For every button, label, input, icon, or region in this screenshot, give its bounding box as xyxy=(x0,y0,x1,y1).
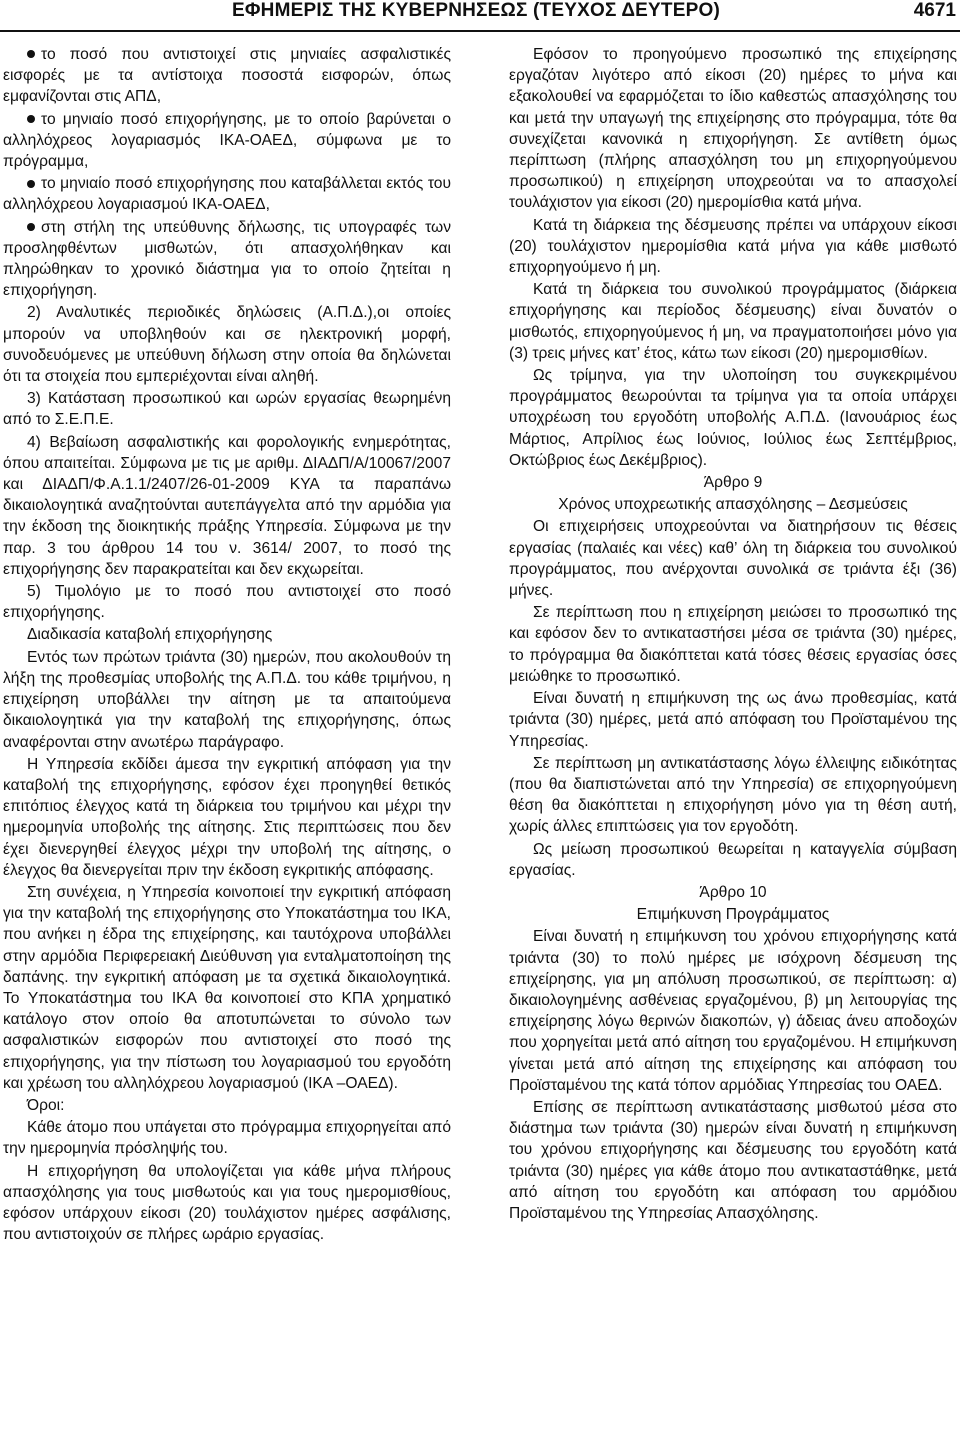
article-9-paragraph: Ως μείωση προσωπικού θεωρείται η καταγγελία σύμβαση εργασίας. xyxy=(509,840,957,879)
bullet-dot-icon xyxy=(27,223,35,231)
paragraph-insurance-certificate: 4) Βεβαίωση ασφαλιστικής και φορολογικής ενημερότητας, όπου απαιτείται. Σύμφωνα με τις με αριθμ. ΔΙΑΔΠ/Α/10067/2007 και ΔΙΑΔΠ/Φ.Α.1.1/2407/26-01-2009 ΚΥΑ τα παραπάνω δικαιολογητικά αναζητούνται αυτεπάγγελτα από την αρμόδια για την έκδοση της διοικητικής πράξης Υπηρεσία. Σύμφωνα με την παρ. 3 του άρθρου 14 του ν. 3614/ 2007, το ποσό της επιχορήγησης δεν παρακρατείται και δεν εκχωρείται. xyxy=(3,433,451,578)
article-9-paragraph: Σε περίπτωση μη αντικατάστασης λόγω έλλειψης ειδικότητας (που θα διαπιστώνεται από την Υπηρεσία) σε επιχορηγούμενη θέση θα διακόπτεται η επιχορήγηση μόνο για τη θέση αυτή, χωρίς άλλες επιπτώσεις για τον εργοδότη. xyxy=(509,754,957,836)
article-9-paragraph: Είναι δυνατή η επιμήκυνση της ως άνω προθεσμίας, κατά τριάντα (30) ημέρες, μετά από απόφαση του Προϊσταμένου της Υπηρεσίας. xyxy=(509,690,957,750)
right-column xyxy=(509,44,957,1225)
bullet-dot-icon xyxy=(27,50,35,58)
section-heading-payment: Διαδικασία καταβολή επιχορήγησης xyxy=(27,626,273,644)
paragraph-program-duration: Κατά τη διάρκεια του συνολικού προγράμματος (διάρκεια επιχορήγησης και περίοδος δέσμευσης) είναι δυνατόν ο μισθωτός, επιχορηγούμενος ή μη, να πραγματοποιήσει μόνο για (3) τρεις μήνες κατ’ έτος, κάτω των είκοσι (20) ημερομισθίων. xyxy=(509,281,957,362)
paragraph-previous-staff: Εφόσον το προηγούμενο προσωπικό της επιχείρησης εργαζόταν λιγότερο από είκοσι (20) ημέρες το μήνα και εξακολουθεί να εφαρμόζεται το ίδιο καθεστώς απασχόλησης του και μετά την υπαγωγή της επιχείρησης στο πρόγραμμα, τότε θα συνεχίζεται κανονικά η επιχορήγηση. Σε αντίθετη όμως περίπτωση (πλήρης απασχόληση του μη επιχορηγούμενου προσωπικού) η επιχείρηση υποχρεούται να το απασχολεί τουλάχιστον για είκοσι (20) ημερομίσθια κατά μήνα. xyxy=(509,46,957,212)
bullet-item: το μηνιαίο ποσό επιχορήγησης που καταβάλλεται εκτός του αλληλόχρεου λογαριασμού ΙΚΑ-ΟΑΕΔ, xyxy=(3,175,451,214)
paragraph-terms-subsidy-start: Κάθε άτομο που υπάγεται στο πρόγραμμα επιχορηγείται από την ημερομηνία πρόσληψής του. xyxy=(3,1119,451,1158)
bullet-item: το μηνιαίο ποσό επιχορήγησης, με το οποίο βαρύνεται ο αλληλόχρεος λογαριασμός ΙΚΑ-ΟΑΕΔ, σύμφωνα με το πρόγραμμα, xyxy=(3,110,451,171)
article-10-paragraph: Επίσης σε περίπτωση αντικατάστασης μισθωτού μέσα στο διάστημα των τριάντα (30) ημερών είναι δυνατή η επιμήκυνση του χρόνου επιχορήγησης και δέσμευσης του εργοδότη κατά τριάντα (30) ημέρες για κάθε άτομο που αντικαταστάθηκε, μετά από αίτηση του εργοδότη και απόφαση του αρμόδιου Προϊσταμένου της Υπηρεσίας Απασχόλησης. xyxy=(509,1098,957,1222)
article-10-title: Άρθρο 10 xyxy=(699,883,767,901)
bullet-dot-icon xyxy=(27,180,35,188)
paragraph-quarters: Ως τρίμηνα, για την υλοποίηση του συγκεκριμένου προγράμματος θεωρούνται τα τρίμηνα για τα οποία υπάρχει υποχρέωση του εργοδότη υποβολής Α.Π.Δ. (Ιανουάριος έως Μάρτιος, Απρίλιος έως Ιούνιος, Ιούλιος έως Σεπτέμβριος, Οκτώβριος έως Δεκέμβριος). xyxy=(509,367,957,469)
gazette-title: ΕΦΗΜΕΡΙΣ ΤΗΣ ΚΥΒΕΡΝΗΣΕΩΣ (ΤΕΥΧΟΣ ΔΕΥΤΕΡΟ) xyxy=(232,0,720,21)
paragraph-terms-monthly: Η επιχορήγηση θα υπολογίζεται για κάθε μήνα πλήρους απασχόλησης για τους μισθωτούς και για τους ημερομισθίους, εφόσον υπάρχουν είκοσι (20) τουλάχιστον ημέρες ασφάλισης, που αντιστοιχούν σε πλήρες ωράριο εργασίας. xyxy=(3,1162,451,1244)
paragraph-staff-list: 3) Κατάσταση προσωπικού και ωρών εργασίας θεωρημένη από το Σ.Ε.Π.Ε. xyxy=(3,390,451,429)
paragraph-payment-deadline: Εντός των πρώτων τριάντα (30) ημερών, που ακολουθούν τη λήξη της προθεσμίας υποβολής της Α.Π.Δ. του κάθε τριμήνου, η επιχείρηση υποβάλλει την αίτηση με τα απαιτούμενα δικαιολογητικά για την καταβολή της επιχορήγησης, όπως αναφέρονται στην ανωτέρω παράγραφο. xyxy=(3,648,451,751)
paragraph-commitment-days: Κατά τη διάρκεια της δέσμευσης πρέπει να υπάρχουν είκοσι (20) τουλάχιστον ημερομίσθια κατά μήνα για κάθε μισθωτό επιχορηγούμενο ή μη. xyxy=(509,216,957,277)
article-10-paragraph: Είναι δυνατή η επιμήκυνση του χρόνου επιχορήγησης κατά τριάντα (30) το πολύ ημέρες με ισόχρονη δέσμευση της επιχείρησης, για μη απόλυση προσωπικού, σε περίπτωση: α) δικαιολογημένης ασθένειας εργαζομένου, β) μη λειτουργίας της επιχείρησης λόγω θερινών διακοπών, γ) άδειας άνευ αποδοχών που χορηγείται μετά από αίτηση του εργαζομένου. Η επιμήκυνση γίνεται μετά από αίτηση της επιχείρησης και απόφαση του Προϊσταμένου της κατά τόπον αρμόδιας Υπηρεσίας του ΟΑΕΔ. xyxy=(509,928,957,1094)
bullet-item: στη στήλη της υπεύθυνης δήλωσης, τις υπογραφές των προσληφθέντων μισθωτών, ότι απασχολήθηκαν και πληρώθηκαν το χρονικό διάστημα για το οποίο ζητείται η επιχορήγηση. xyxy=(3,218,451,300)
section-heading-terms: Όροι: xyxy=(27,1096,65,1114)
header-rule xyxy=(0,30,960,32)
article-9-paragraph: Σε περίπτωση που η επιχείρηση μειώσει το προσωπικό της και εφόσον δεν το αντικαταστήσει μέσα σε τριάντα (30) ημέρες, το πρόγραμμα θα διακόπτεται κατά τόσες θέσεις εργασίας όσες μειώθηκε το προσωπικό. xyxy=(509,604,957,685)
paragraph-approval: Η Υπηρεσία εκδίδει άμεσα την εγκριτική απόφαση για την καταβολή της επιχορήγησης, εφόσον έχει προηγηθεί θετικός επιτόπιος έλεγχος κατά τη διάρκεια του τριμήνου και μέχρι την ημερομηνία υποβολής της αίτησης. Στις περιπτώσεις που δεν έχει διενεργηθεί έλεγχος μέχρι την υποβολή της αίτησης, ο έλεγχος θα διενεργείται πριν την έκδοση εγκριτικής απόφασης. xyxy=(3,755,451,879)
article-9-paragraph: Οι επιχειρήσεις υποχρεούνται να διατηρήσουν τις θέσεις εργασίας (παλαιές και νέες) καθ’ όλη τη διάρκεια του συνολικού προγράμματος, που ανέρχονται συνολικά σε τριάντα έξι (36) μήνες. xyxy=(509,518,957,600)
paragraph-invoice: 5) Τιμολόγιο με το ποσό που αντιστοιχεί στο ποσό επιχορήγησης. xyxy=(3,583,451,622)
article-10-subtitle: Επιμήκυνση Προγράμματος xyxy=(636,906,830,924)
paragraph-ika-notification: Στη συνέχεια, η Υπηρεσία κοινοποιεί την εγκριτική απόφαση για την καταβολή της επιχορήγησης στο Υποκατάστημα του ΙΚΑ, που ανήκει η έδρα της επιχείρησης, και ταυτόχρονα υποβάλλει στην αρμόδια Περιφερειακή Διεύθυνση για ενταλματοποίηση της δαπάνης. την εγκριτική απόφαση με τα σχετικά δικαιολογητικά. Το Υποκατάστημα του ΙΚΑ θα κοινοποιεί στο ΚΠΑ χρηματικό κατάλογο στον οποίο θα αποτυπώνεται το σύνολο των ασφαλιστικών εισφορών που αντιστοιχεί στο ποσό της επιχορήγησης, για την πίστωση του λογαριασμού του εργοδότη και χρέωση του αλληλόχρεου λογαριασμού (ΙΚΑ –ΟΑΕΔ). xyxy=(3,883,451,1092)
page-header xyxy=(0,0,960,30)
bullet-item: το ποσό που αντιστοιχεί στις μηνιαίες ασφαλιστικές εισφορές με τα αντίστοιχα ποσοστά εισφορών, όπως εμφανίζονται στις ΑΠΔ, xyxy=(3,46,451,106)
bullet-dot-icon xyxy=(27,115,35,123)
page-number: 4671 xyxy=(913,0,956,21)
article-9-title: Άρθρο 9 xyxy=(703,474,763,492)
left-column xyxy=(3,44,451,1246)
paragraph-apd: 2) Αναλυτικές περιοδικές δηλώσεις (Α.Π.Δ.),οι οποίες μπορούν να υποβληθούν και σε ηλεκτρονική μορφή, συνοδευόμενες με υπεύθυνη δήλωση στην οποία θα δηλώνεται ότι τα στοιχεία που εμπεριέχονται είναι αληθή. xyxy=(3,304,451,386)
article-9-subtitle: Χρόνος υποχρεωτικής απασχόλησης – Δεσμεύσεις xyxy=(558,496,908,514)
